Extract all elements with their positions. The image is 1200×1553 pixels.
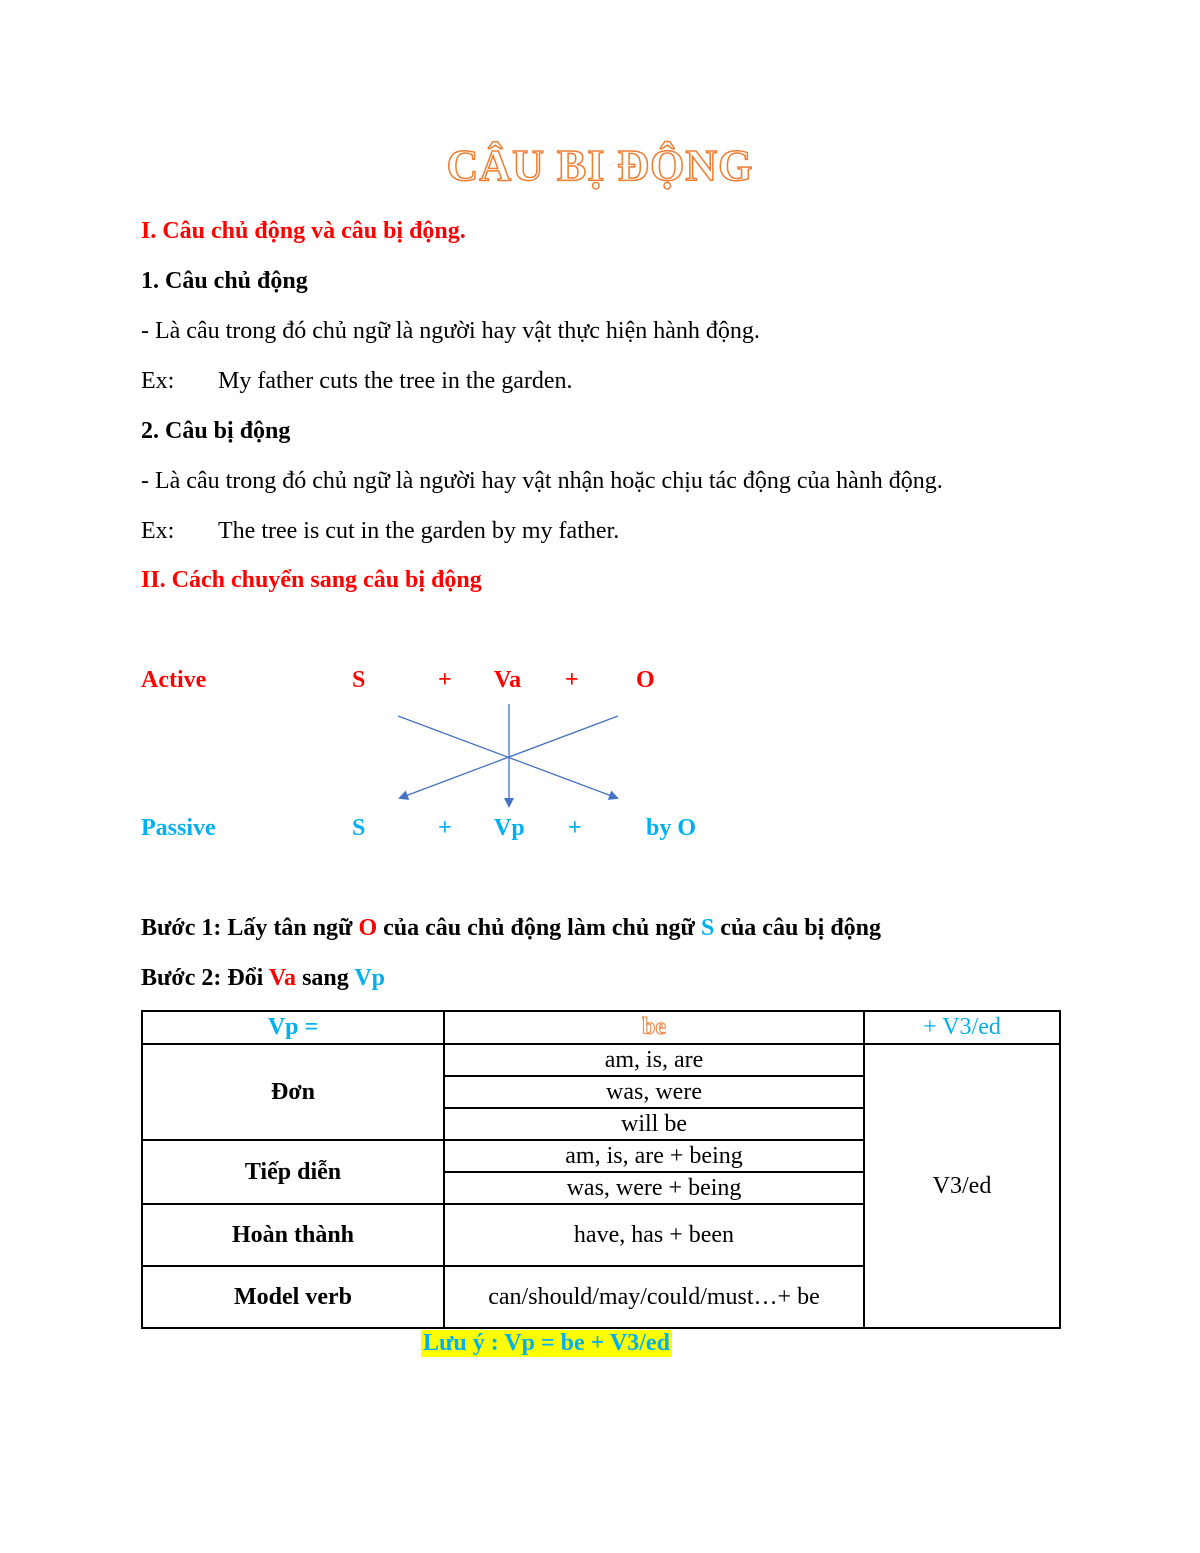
section2-heading: II. Cách chuyển sang câu bị động (141, 567, 482, 593)
sub1-description: - Là câu trong đó chủ ngữ là người hay vật thực hiện hành động. (141, 318, 760, 344)
section1-heading: I. Câu chủ động và câu bị động. (141, 218, 466, 244)
active-va: Va (494, 667, 522, 693)
sub1-example-label: Ex: (141, 368, 175, 394)
table-cell: will be (444, 1108, 864, 1140)
sub1-heading: 1. Câu chủ động (141, 268, 308, 294)
transform-arrows (380, 700, 640, 815)
active-plus-1: + (438, 667, 452, 693)
passive-s: S (352, 815, 366, 841)
step-2-prefix: Bước 2: Đổi (141, 965, 269, 991)
sub2-example-label: Ex: (141, 518, 175, 544)
table-row (142, 1044, 1060, 1076)
table-cell: can/should/may/could/must…+ be (444, 1266, 864, 1328)
table-header-row (142, 1011, 1060, 1044)
active-o: O (636, 667, 655, 693)
sub2-heading: 2. Câu bị động (141, 418, 291, 444)
active-plus-2: + (565, 667, 579, 693)
header-v3: + V3/ed (864, 1011, 1060, 1044)
vp-table (141, 1010, 1061, 1329)
active-s: S (352, 667, 366, 693)
passive-plus-1: + (438, 815, 452, 841)
step-2-vp: Vp (354, 965, 386, 991)
page-title: CÂU BỊ ĐỘNG (446, 141, 754, 190)
active-label: Active (141, 667, 207, 693)
table-cell: am, is, are (444, 1044, 864, 1076)
step-2-va: Va (268, 965, 297, 991)
group-don-label: Đơn (142, 1044, 444, 1140)
passive-label: Passive (141, 815, 216, 841)
header-vp: Vp = (142, 1011, 444, 1044)
table-cell: was, were (444, 1076, 864, 1108)
step-1 (141, 915, 881, 942)
sub1-example-text: My father cuts the tree in the garden. (218, 368, 573, 394)
group-hoan-thanh-label: Hoàn thành (142, 1204, 444, 1266)
step-2 (141, 965, 385, 992)
passive-plus-2: + (568, 815, 582, 841)
group-model-verb-label: Model verb (142, 1266, 444, 1328)
header-be (444, 1011, 864, 1044)
step-1-prefix: Bước 1: Lấy tân ngữ (141, 915, 359, 941)
step-1-s: S (700, 915, 715, 941)
group-tiep-dien-label: Tiếp diễn (142, 1140, 444, 1204)
step-1-suffix: của câu bị động (714, 915, 882, 941)
note-highlight: Lưu ý : Vp = be + V3/ed (423, 1330, 670, 1356)
step-1-o: O (358, 915, 378, 941)
table-cell: have, has + been (444, 1204, 864, 1266)
step-2-mid: sang (296, 965, 355, 991)
passive-by-o: by O (646, 815, 697, 841)
table-cell: was, were + being (444, 1172, 864, 1204)
table-cell: am, is, are + being (444, 1140, 864, 1172)
v3-cell: V3/ed (864, 1044, 1060, 1328)
passive-vp: Vp (494, 815, 525, 841)
sub2-description: - Là câu trong đó chủ ngữ là người hay vật nhận hoặc chịu tác động của hành động. (141, 468, 943, 494)
header-be-text: be (642, 1014, 666, 1040)
sub2-example-text: The tree is cut in the garden by my father. (218, 518, 620, 544)
step-1-mid: của câu chủ động làm chủ ngữ (377, 915, 701, 941)
